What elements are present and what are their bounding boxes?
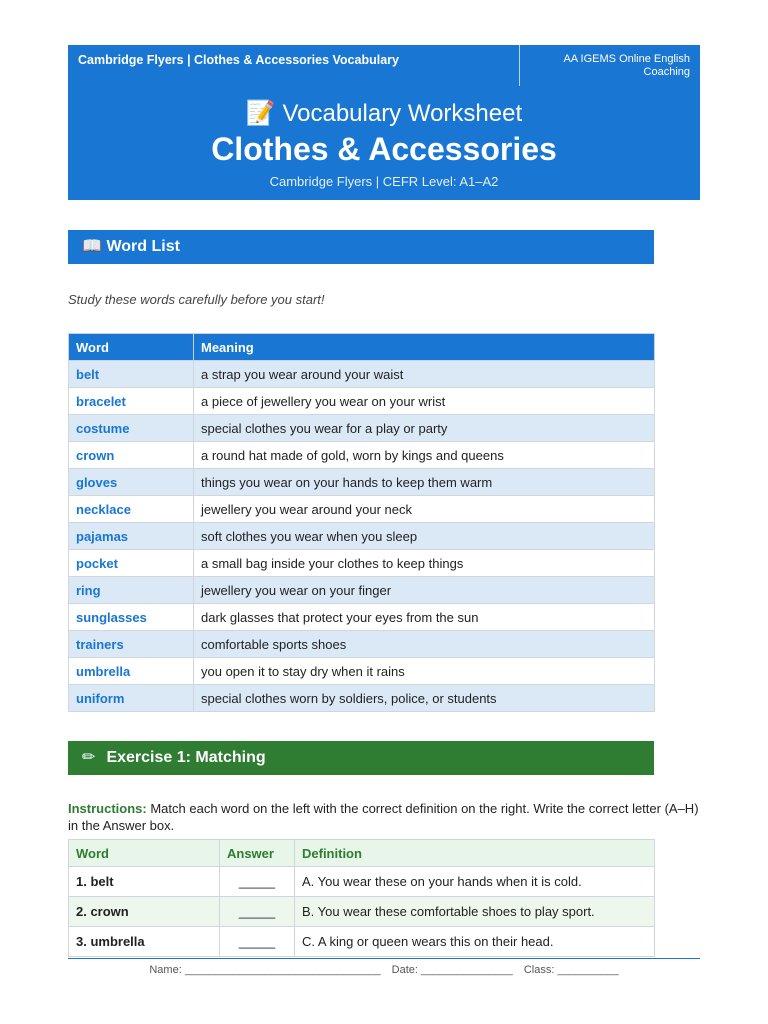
meaning-cell: jewellery you wear around your neck	[194, 496, 655, 523]
column-header-word: Word	[69, 334, 194, 361]
table-row	[69, 523, 655, 550]
word-list-intro: Study these words carefully before you start!	[68, 292, 325, 307]
table-row	[69, 577, 655, 604]
column-header-word: Word	[69, 840, 220, 867]
memo-icon: 📝	[245, 100, 276, 127]
word-cell: uniform	[69, 685, 194, 712]
meaning-cell: comfortable sports shoes	[194, 631, 655, 658]
column-header-meaning: Meaning	[194, 334, 655, 361]
word-list-title: Word List	[106, 238, 180, 255]
table-row	[69, 867, 655, 897]
word-cell: pocket	[69, 550, 194, 577]
match-word: 1. belt	[69, 867, 220, 897]
table-row	[69, 927, 655, 957]
name-field[interactable]: Name: ________________________________	[149, 964, 381, 976]
word-cell: crown	[69, 442, 194, 469]
class-field[interactable]: Class: __________	[523, 964, 619, 976]
match-word: 2. crown	[69, 897, 220, 927]
book-icon: 📖	[82, 238, 102, 255]
word-cell: belt	[69, 361, 194, 388]
table-row	[69, 685, 655, 712]
match-word: 3. umbrella	[69, 927, 220, 957]
matching-table	[68, 839, 655, 957]
table-row	[69, 442, 655, 469]
word-cell: costume	[69, 415, 194, 442]
word-cell: bracelet	[69, 388, 194, 415]
table-row	[69, 658, 655, 685]
level-info: Cambridge Flyers | CEFR Level: A1–A2	[269, 174, 499, 189]
table-row	[69, 496, 655, 523]
table-row	[69, 897, 655, 927]
exercise-1-heading	[68, 741, 654, 775]
definition-cell: A. You wear these on your hands when it is cold.	[295, 867, 655, 897]
word-cell: necklace	[69, 496, 194, 523]
table-row	[69, 631, 655, 658]
column-header-definition: Definition	[295, 840, 655, 867]
footer-divider	[68, 958, 700, 959]
pencil-icon: ✏	[82, 749, 96, 766]
word-cell: sunglasses	[69, 604, 194, 631]
header-topline: Cambridge Flyers | Clothes & Accessories Vocabulary	[78, 53, 399, 67]
coach-name: AA IGEMS Online English Coaching	[563, 53, 690, 78]
table-row	[69, 469, 655, 496]
word-list-heading	[68, 230, 654, 264]
meaning-cell: a small bag inside your clothes to keep things	[194, 550, 655, 577]
instructions-text: Match each word on the left with the correct definition on the right. Write the correct letter (A–H) in the Answer box.	[68, 801, 699, 833]
exercise-1-instructions	[68, 800, 708, 834]
meaning-cell: a round hat made of gold, worn by kings and queens	[194, 442, 655, 469]
date-field[interactable]: Date: _______________	[391, 964, 513, 976]
worksheet-header	[68, 45, 700, 200]
meaning-cell: a strap you wear around your waist	[194, 361, 655, 388]
meaning-cell: jewellery you wear on your finger	[194, 577, 655, 604]
header-divider	[519, 45, 520, 86]
answer-blank[interactable]: _____	[220, 927, 295, 957]
definition-cell: C. A king or queen wears this on their head.	[295, 927, 655, 957]
answer-blank[interactable]: _____	[220, 867, 295, 897]
word-cell: pajamas	[69, 523, 194, 550]
meaning-cell: soft clothes you wear when you sleep	[194, 523, 655, 550]
word-list-table	[68, 333, 655, 712]
subtitle-text: Vocabulary Worksheet	[282, 100, 523, 127]
table-row	[69, 415, 655, 442]
answer-blank[interactable]: _____	[220, 897, 295, 927]
meaning-cell: a piece of jewellery you wear on your wrist	[194, 388, 655, 415]
meaning-cell: dark glasses that protect your eyes from the sun	[194, 604, 655, 631]
meaning-cell: things you wear on your hands to keep them warm	[194, 469, 655, 496]
column-header-answer: Answer	[220, 840, 295, 867]
worksheet-subtitle	[68, 100, 700, 128]
exercise-1-title: Exercise 1: Matching	[106, 749, 266, 766]
instructions-label: Instructions:	[68, 801, 147, 816]
page-title: Clothes & Accessories	[211, 131, 557, 167]
meaning-cell: special clothes you wear for a play or party	[194, 415, 655, 442]
footer	[0, 964, 768, 976]
word-cell: trainers	[69, 631, 194, 658]
table-row	[69, 550, 655, 577]
table-row	[69, 604, 655, 631]
definition-cell: B. You wear these comfortable shoes to play sport.	[295, 897, 655, 927]
meaning-cell: special clothes worn by soldiers, police, or students	[194, 685, 655, 712]
table-row	[69, 361, 655, 388]
word-cell: umbrella	[69, 658, 194, 685]
table-row	[69, 388, 655, 415]
word-cell: ring	[69, 577, 194, 604]
meaning-cell: you open it to stay dry when it rains	[194, 658, 655, 685]
word-cell: gloves	[69, 469, 194, 496]
